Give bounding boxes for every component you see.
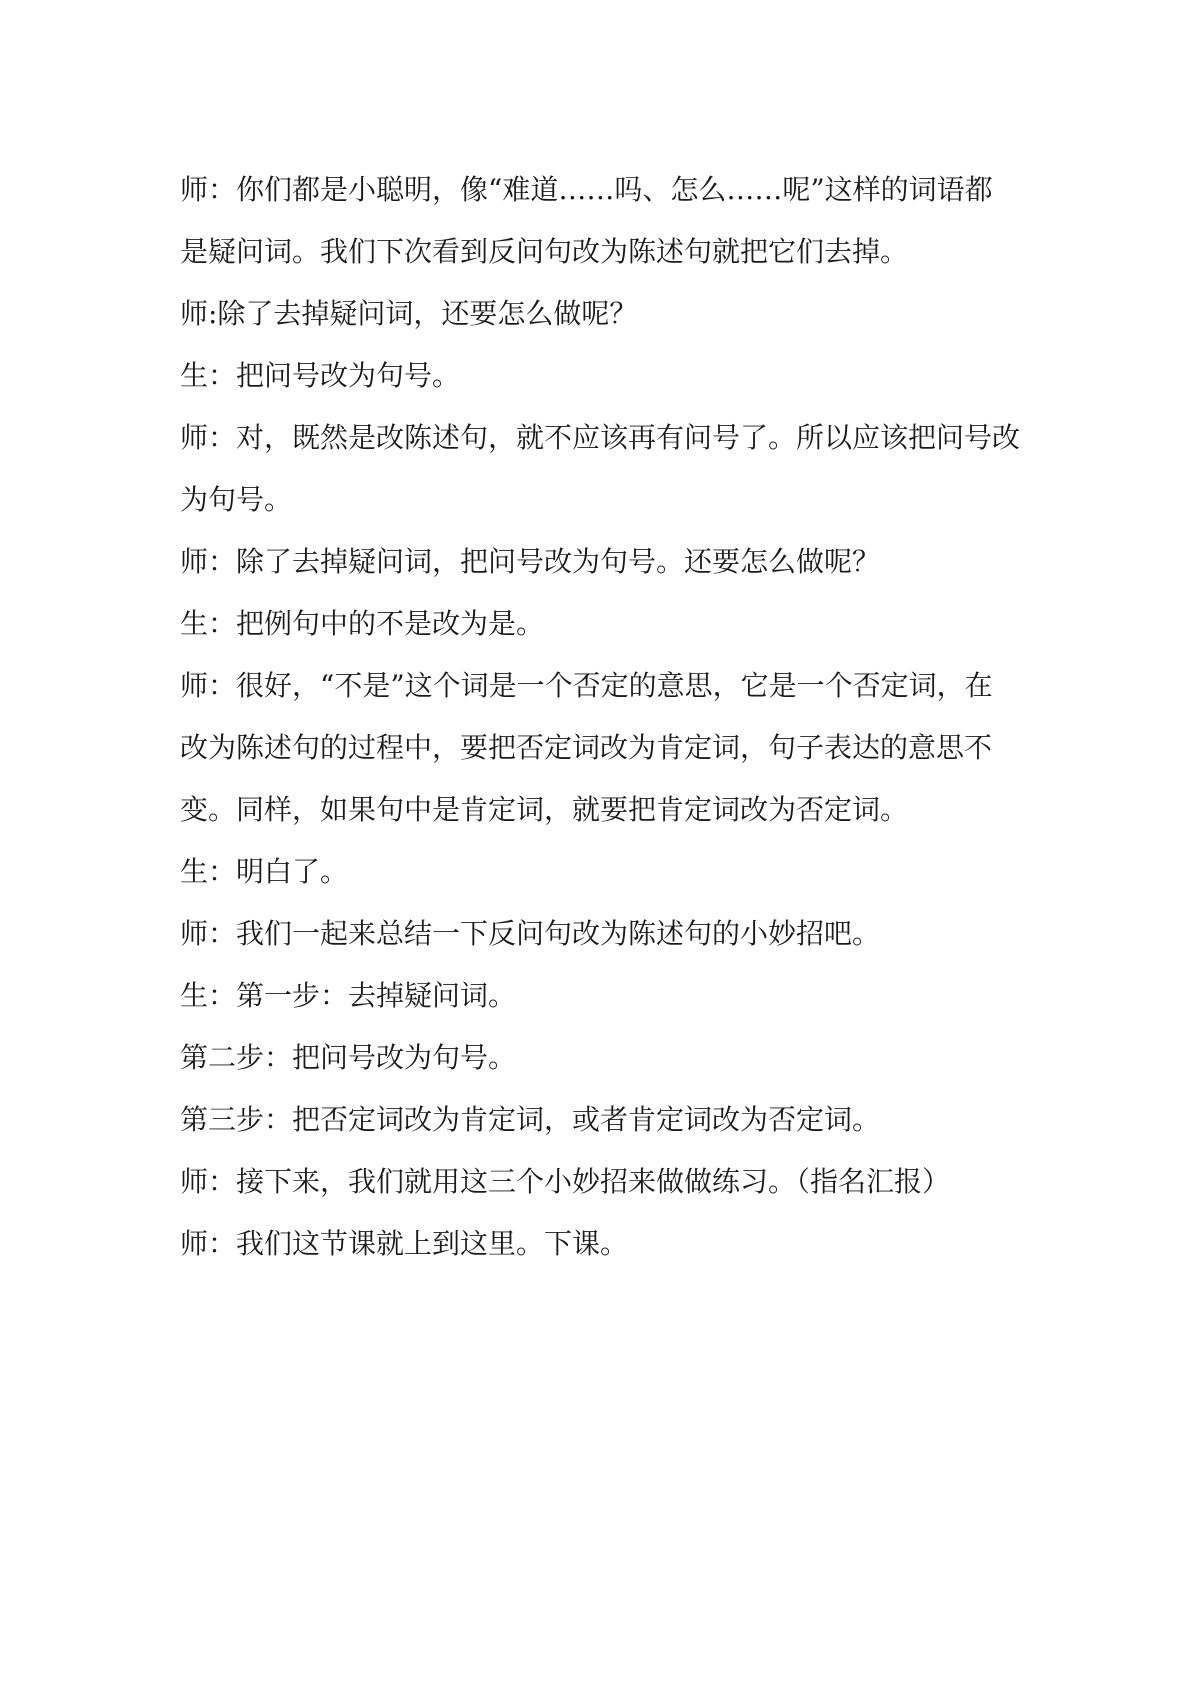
paragraph-12: 第三步：把否定词改为肯定词，或者肯定词改为否定词。 xyxy=(180,1103,881,1136)
paragraph-7: 师：很好，“不是”这个词是一个否定的意思，它是一个否定词，在改为陈述句的过程中，要把否定词改为肯定词，句子表达的意思不变。同样，如果句中是肯定词，就要把肯定词改为否定词。 xyxy=(180,669,993,826)
paragraph-14: 师：我们这节课就上到这里。下课。 xyxy=(180,1227,629,1260)
paragraph-13: 师：接下来，我们就用这三个小妙招来做做练习。（指名汇报） xyxy=(180,1165,951,1198)
paragraph-1: 师：你们都是小聪明，像“难道……吗、怎么……呢”这样的词语都是疑问词。我们下次看到反问句改为陈述句就把它们去掉。 xyxy=(180,173,993,268)
document-body xyxy=(180,159,1020,1275)
paragraph-9: 师：我们一起来总结一下反问句改为陈述句的小妙招吧。 xyxy=(180,917,881,950)
paragraph-2: 师:除了去掉疑问词，还要怎么做呢？ xyxy=(180,297,638,330)
paragraph-5: 师：除了去掉疑问词，把问号改为句号。还要怎么做呢？ xyxy=(180,545,881,578)
paragraph-3: 生：把问号改为句号。 xyxy=(180,359,461,392)
paragraph-8: 生：明白了。 xyxy=(180,855,349,888)
paragraph-6: 生：把例句中的不是改为是。 xyxy=(180,607,545,640)
paragraph-11: 第二步：把问号改为句号。 xyxy=(180,1041,517,1074)
paragraph-4: 师：对，既然是改陈述句，就不应该再有问号了。所以应该把问号改为句号。 xyxy=(180,421,1021,516)
paragraph-10: 生：第一步：去掉疑问词。 xyxy=(180,979,517,1012)
